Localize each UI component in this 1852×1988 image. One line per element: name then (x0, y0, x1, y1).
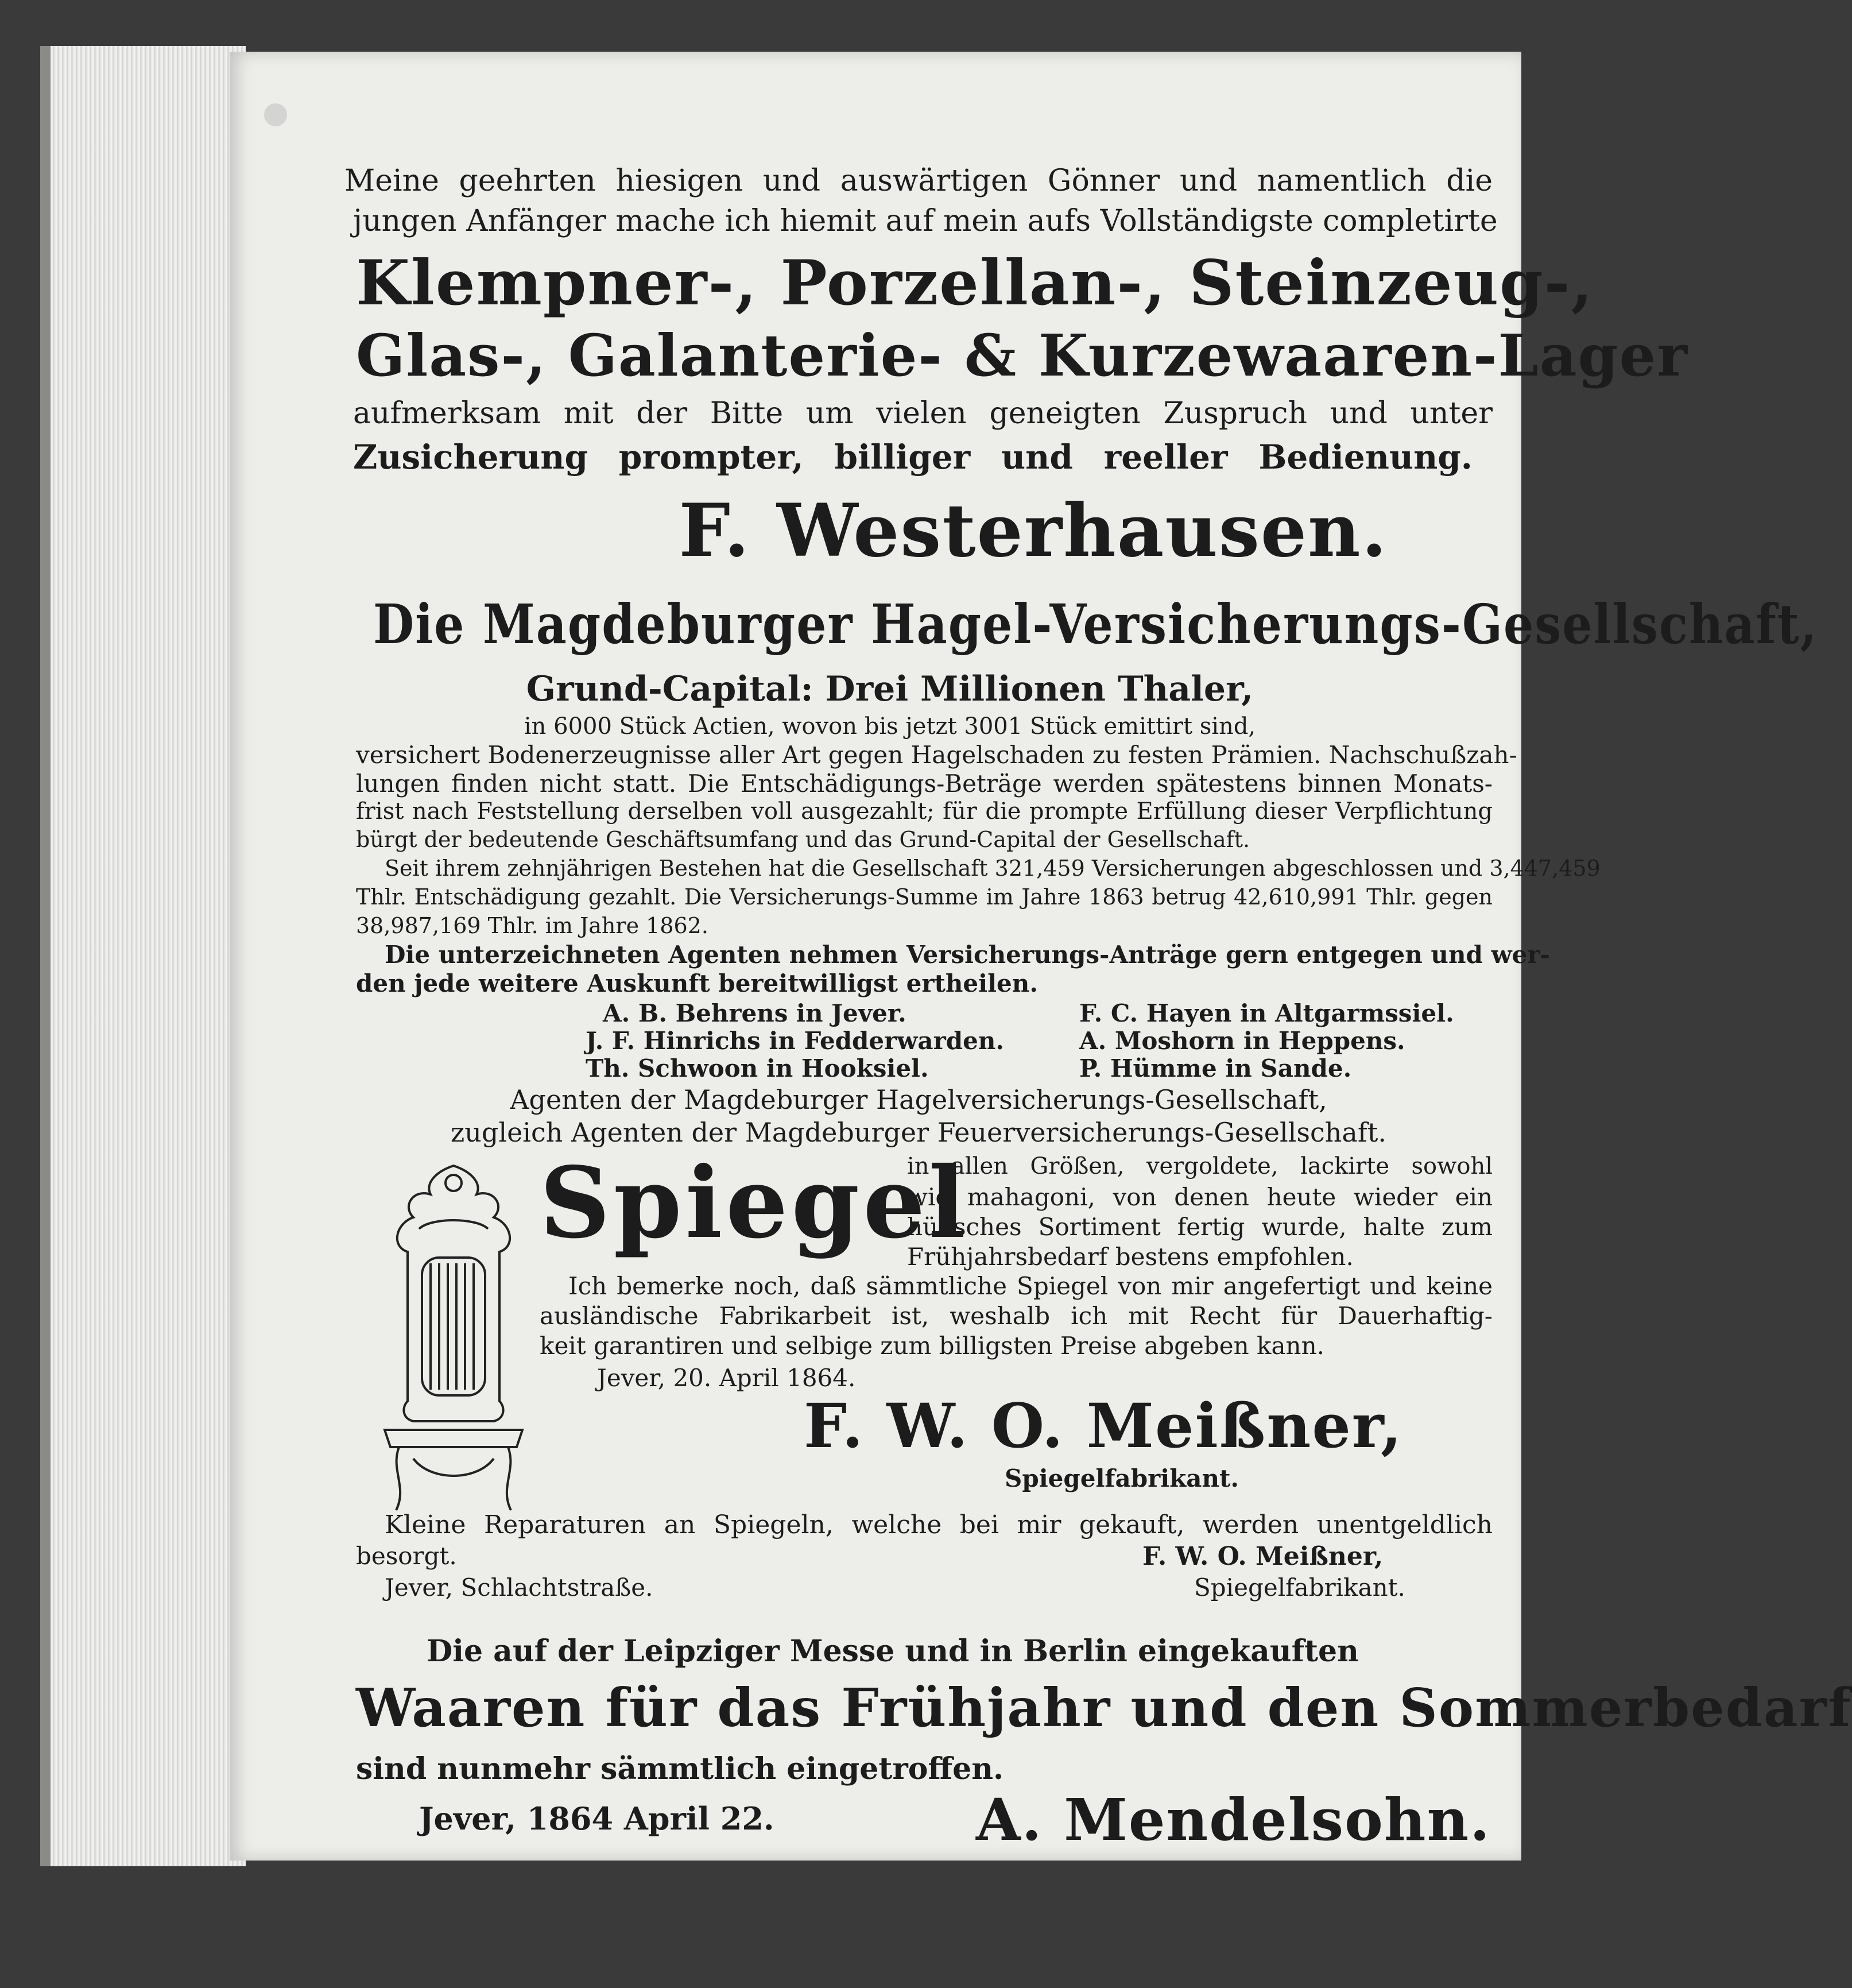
mendelsohn-signature: A. Mendelsohn. (976, 1786, 1491, 1854)
agent-right-1: F. C. Hayen in Altgarmssiel. (1079, 999, 1454, 1027)
insurance-shares: in 6000 Stück Actien, wovon bis jetzt 3001 Stück emittirt sind, (524, 713, 1256, 740)
repair-line-2-left: besorgt. (356, 1542, 457, 1570)
headline-1: Klempner-, Porzellan-, Steinzeug-, (356, 247, 1594, 319)
agents-footer-1: Agenten der Magdeburger Hagelversicherungs-Gesellschaft, (510, 1084, 1327, 1115)
mendelsohn-line-3: sind nunmehr sämmtlich eingetroffen. (356, 1751, 1004, 1786)
mendelsohn-date: Jever, 1864 April 22. (419, 1800, 774, 1837)
signature-westerhausen: F. Westerhausen. (679, 488, 1388, 573)
insurance-p2-l3: 38,987,169 Thlr. im Jahre 1862. (356, 913, 708, 938)
insurance-p1-l4: bürgt der bedeutende Geschäftsumfang und das Grund-Capital der Gesellschaft. (356, 827, 1250, 852)
spiegel-headline: Spiegel (540, 1146, 969, 1260)
insurance-p1-l3: frist nach Feststellung derselben voll ausgezahlt; für die prompte Erfüllung dieser Verpflichtung (356, 798, 1493, 825)
spiegel-b3: keit garantiren und selbige zum billigsten Preise abgeben kann. (540, 1332, 1324, 1360)
repair-line-3-right: Spiegelfabrikant. (1194, 1573, 1405, 1602)
insurance-p3-l1: Die unterzeichneten Agenten nehmen Versicherungs-Anträge gern entgegen und wer- (385, 941, 1550, 969)
headline-2: Glas-, Galanterie- & Kurzewaaren-Lager (356, 322, 1688, 389)
insurance-p1-l1: versichert Bodenerzeugnisse aller Art gegen Hagelschaden zu festen Prämien. Nachschußzah- (356, 741, 1517, 769)
insurance-title: Die Magdeburger Hagel-Versicherungs-Gesellschaft, (373, 593, 1818, 657)
insurance-p2-l2: Thlr. Entschädigung gezahlt. Die Versicherungs-Summe im Jahre 1863 betrug 42,610,991 Thlr. gegen (356, 884, 1493, 910)
mirror-illustration (367, 1160, 540, 1516)
spiegel-r4: Frühjahrsbedarf bestens empfohlen. (907, 1243, 1354, 1271)
spiegel-b1: Ich bemerke noch, daß sämmtliche Spiegel von mir angefertigt und keine (568, 1272, 1493, 1300)
agent-right-3: P. Hümme in Sande. (1079, 1054, 1352, 1082)
intro-line-1: Meine geehrten hiesigen und auswärtigen Gönner und namentlich die (344, 164, 1493, 198)
body-line-4: Zusicherung prompter, billiger und reeller Bedienung. (353, 438, 1473, 477)
agent-left-2: J. F. Hinrichs in Fedderwarden. (586, 1027, 1005, 1055)
mendelsohn-line-2: Waaren für das Frühjahr und den Sommerbedarf (356, 1677, 1852, 1739)
spiegel-r1: in allen Größen, vergoldete, lackirte sowohl (907, 1153, 1493, 1179)
repair-line-2-right: F. W. O. Meißner, (1142, 1542, 1384, 1571)
paper-stain (264, 103, 287, 126)
book-page-edges (40, 46, 246, 1866)
spiegel-r2: wie mahagoni, von denen heute wieder ein (907, 1183, 1493, 1211)
agent-right-2: A. Moshorn in Heppens. (1079, 1027, 1405, 1055)
insurance-p2-l1: Seit ihrem zehnjährigen Bestehen hat die Gesellschaft 321,459 Versicherungen abgeschlossen und 3,447,459 (385, 856, 1601, 881)
body-line-3: aufmerksam mit der Bitte um vielen geneigten Zuspruch und unter (353, 396, 1493, 431)
agent-left-1: A. B. Behrens in Jever. (603, 999, 906, 1027)
spiegel-r3: hübsches Sortiment fertig wurde, halte zum (907, 1213, 1493, 1241)
agent-left-3: Th. Schwoon in Hooksiel. (586, 1054, 929, 1082)
spiegel-date: Jever, 20. April 1864. (597, 1364, 856, 1392)
repair-line-1: Kleine Reparaturen an Spiegeln, welche bei mir gekauft, werden unentgeldlich (385, 1510, 1493, 1540)
spiegel-b2: ausländische Fabrikarbeit ist, weshalb ich mit Recht für Dauerhaftig- (540, 1302, 1493, 1330)
spiegel-signature: F. W. O. Meißner, (804, 1390, 1403, 1461)
insurance-capital: Grund-Capital: Drei Millionen Thaler, (526, 669, 1254, 709)
mendelsohn-line-1: Die auf der Leipziger Messe und in Berlin eingekauften (427, 1634, 1359, 1669)
newspaper-page (230, 52, 1852, 1861)
insurance-p1-l2: lungen finden nicht statt. Die Entschädigungs-Beträge werden spätestens binnen Monats- (356, 769, 1493, 798)
agents-footer-2: zugleich Agenten der Magdeburger Feuerversicherungs-Gesellschaft. (451, 1117, 1386, 1148)
spiegel-title: Spiegelfabrikant. (1005, 1464, 1239, 1492)
intro-line-2: jungen Anfänger mache ich hiemit auf mein aufs Vollständigste completirte (353, 204, 1498, 238)
insurance-p3-l2: den jede weitere Auskunft bereitwilligst ertheilen. (356, 969, 1038, 997)
repair-line-3-left: Jever, Schlachtstraße. (385, 1573, 653, 1602)
